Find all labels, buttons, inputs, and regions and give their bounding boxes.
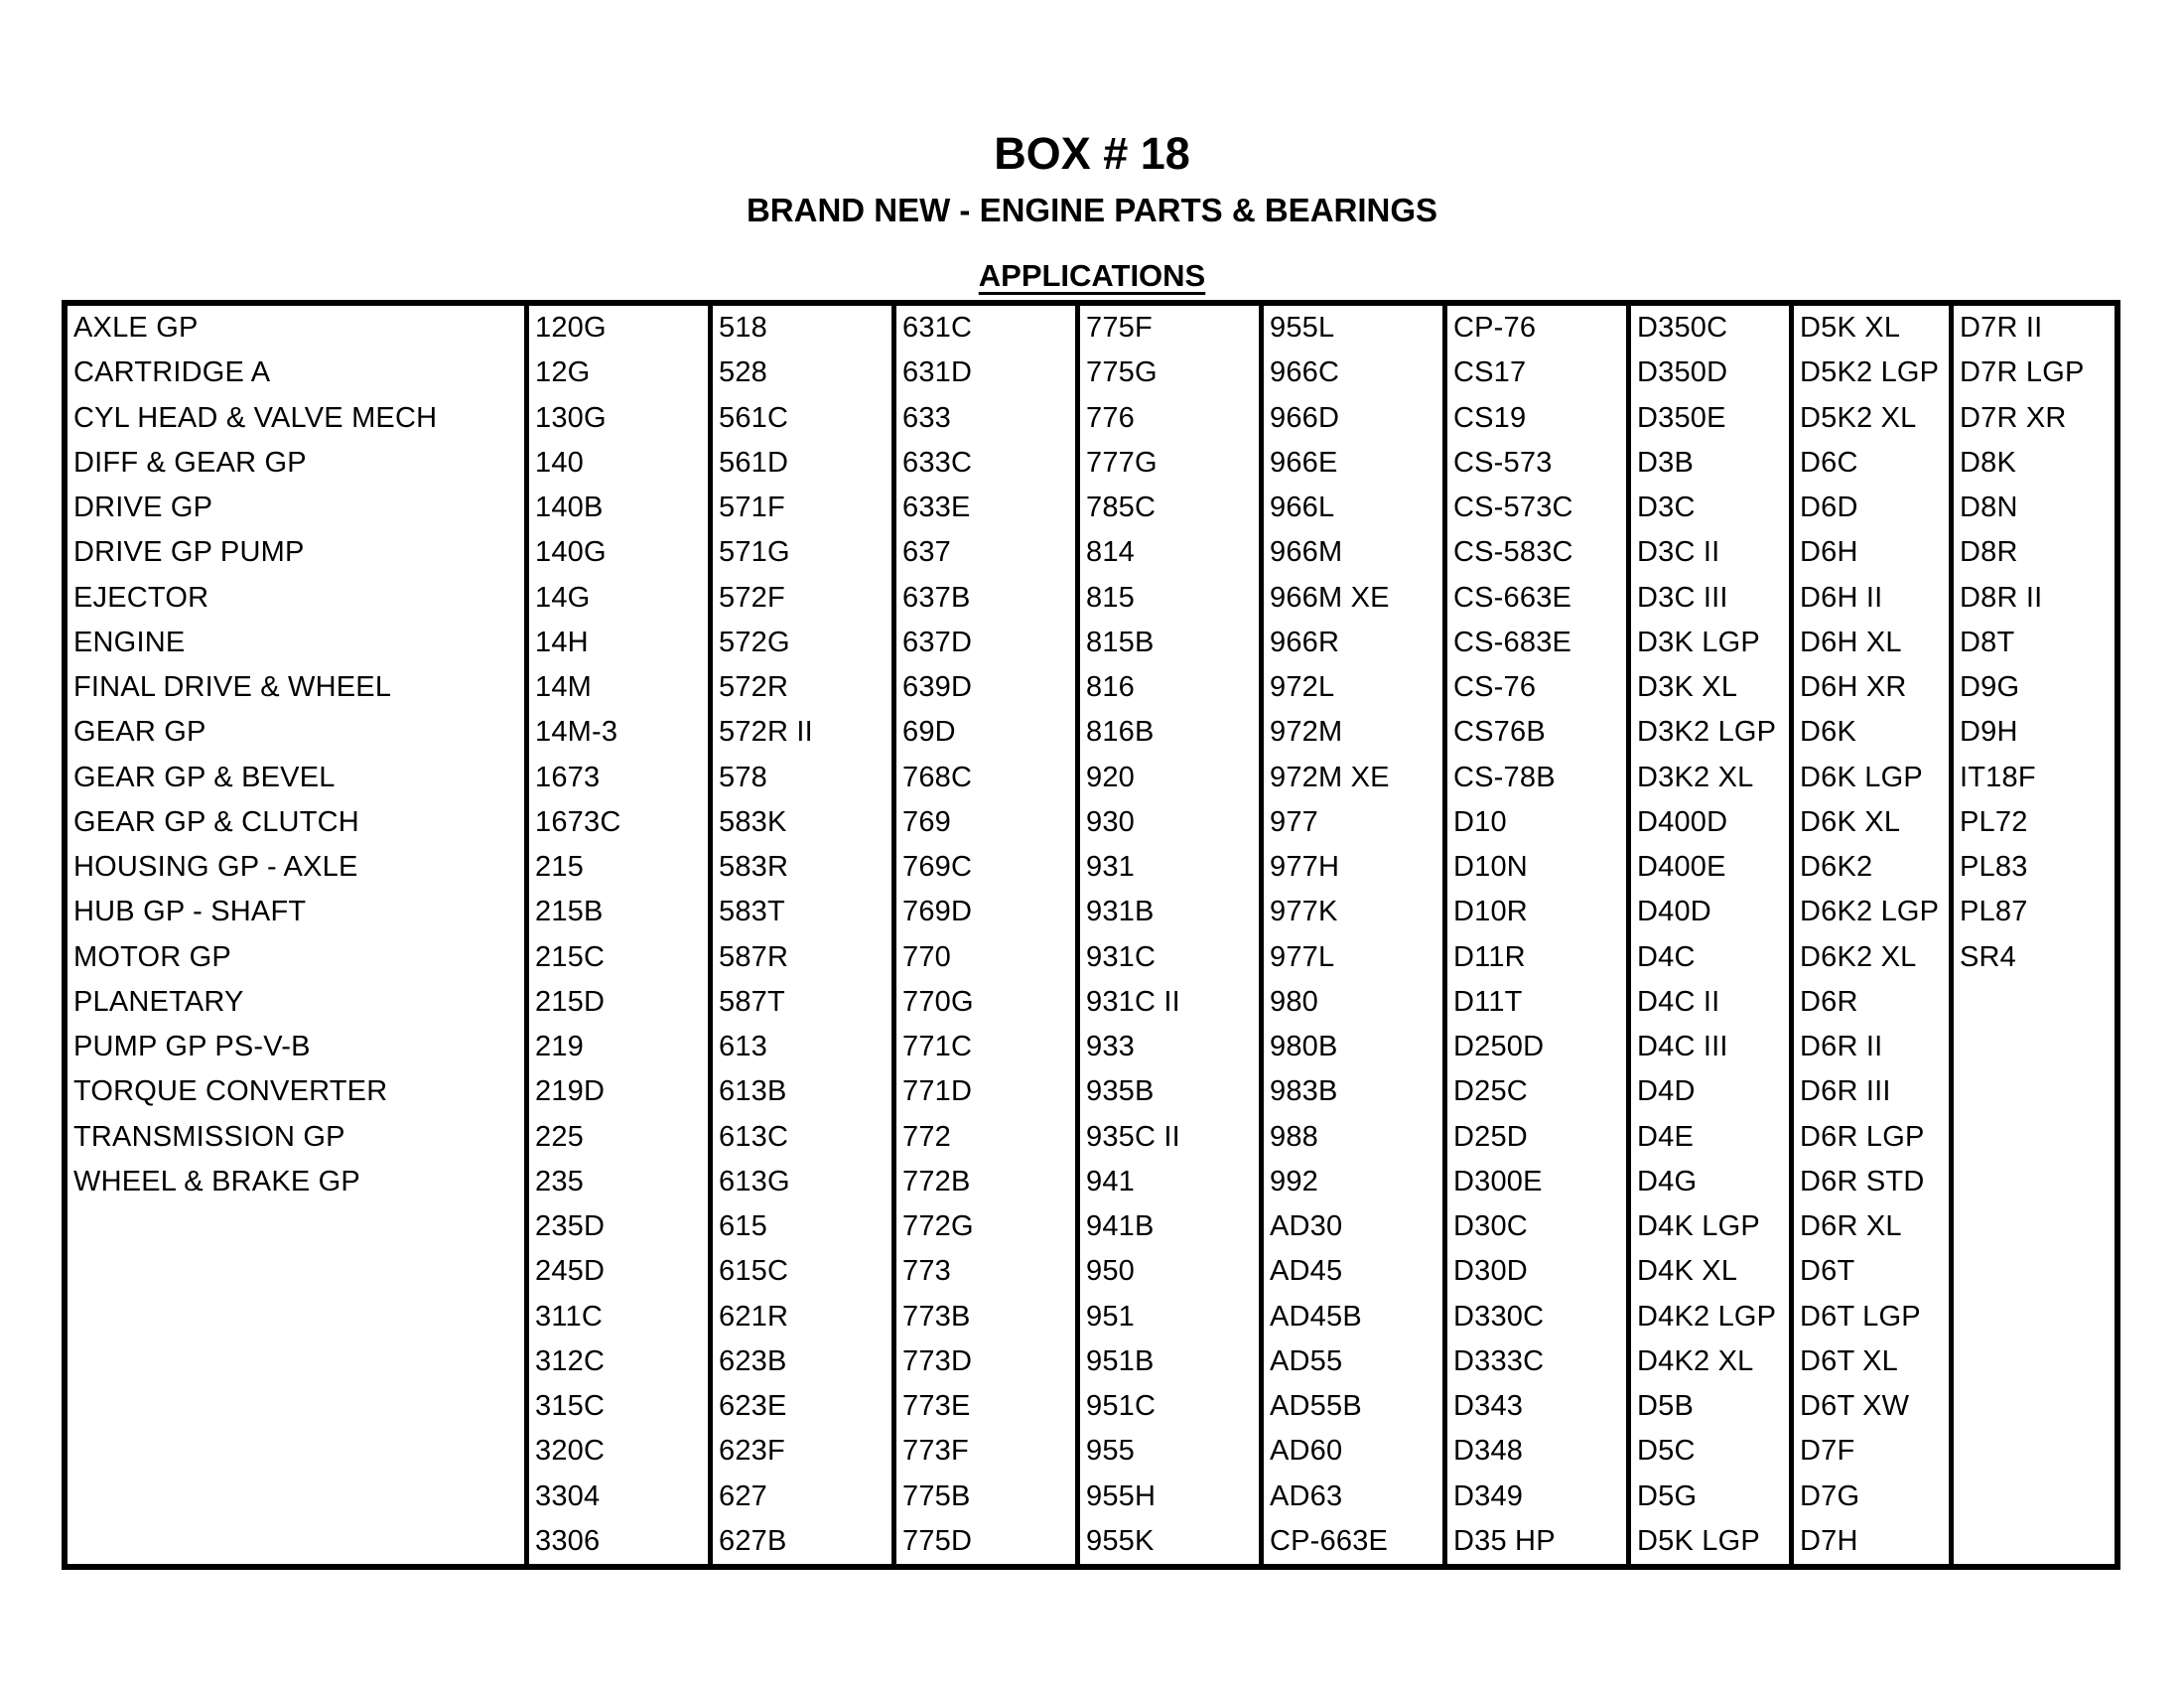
- model-cell: D3K2 LGP: [1637, 716, 1777, 749]
- model-cell: D3K XL: [1637, 671, 1738, 704]
- model-cell: D30C: [1453, 1210, 1528, 1243]
- model-cell: 627B: [719, 1524, 787, 1557]
- model-cell: 972L: [1270, 671, 1335, 704]
- model-cell: 561C: [719, 401, 789, 434]
- model-cell: CP-76: [1453, 312, 1537, 345]
- model-cell: AD55B: [1270, 1390, 1362, 1423]
- model-cell: 235D: [535, 1210, 606, 1243]
- category-cell: TRANSMISSION GP: [73, 1120, 345, 1153]
- model-cell: D5C: [1637, 1435, 1696, 1468]
- model-cell: D3C: [1637, 492, 1696, 524]
- model-cell: CS-573C: [1453, 492, 1573, 524]
- model-cell: 639D: [902, 671, 973, 704]
- model-cell: 773E: [902, 1390, 971, 1423]
- model-cell: 583R: [719, 851, 789, 884]
- model-cell: 572R II: [719, 716, 813, 749]
- model-cell: D6K2 LGP: [1800, 896, 1940, 928]
- model-cell: D6K2: [1800, 851, 1873, 884]
- model-cell: D330C: [1453, 1300, 1545, 1333]
- applications-column-categories: [68, 306, 529, 1564]
- model-cell: 637D: [902, 626, 973, 658]
- model-cell: 561D: [719, 446, 789, 479]
- model-cell: 773B: [902, 1300, 971, 1333]
- model-cell: D4C II: [1637, 985, 1720, 1018]
- model-cell: 769C: [902, 851, 973, 884]
- model-cell: 815B: [1086, 626, 1155, 658]
- model-cell: 769: [902, 805, 951, 838]
- model-cell: 633: [902, 401, 951, 434]
- model-cell: 613G: [719, 1165, 790, 1197]
- model-cell: 140: [535, 446, 584, 479]
- category-cell: DRIVE GP PUMP: [73, 536, 305, 569]
- model-cell: 140B: [535, 492, 604, 524]
- model-cell: D7R LGP: [1960, 356, 2085, 389]
- model-cell: 931C II: [1086, 985, 1180, 1018]
- model-cell: 631C: [902, 312, 973, 345]
- model-cell: 572G: [719, 626, 790, 658]
- model-cell: 980: [1270, 985, 1318, 1018]
- model-cell: 772B: [902, 1165, 971, 1197]
- model-cell: 773D: [902, 1344, 973, 1377]
- model-cell: 578: [719, 761, 767, 793]
- model-cell: D6R III: [1800, 1075, 1891, 1108]
- model-cell: 775F: [1086, 312, 1153, 345]
- model-cell: D5K LGP: [1637, 1524, 1760, 1557]
- model-cell: 955: [1086, 1435, 1135, 1468]
- model-cell: D6R XL: [1800, 1210, 1902, 1243]
- model-cell: 816: [1086, 671, 1135, 704]
- model-cell: PL87: [1960, 896, 2028, 928]
- page-header: [63, 0, 2121, 293]
- model-cell: SR4: [1960, 940, 2017, 973]
- model-cell: 623F: [719, 1435, 785, 1468]
- category-cell: EJECTOR: [73, 581, 209, 614]
- category-cell: GEAR GP & BEVEL: [73, 761, 336, 793]
- category-cell: WHEEL & BRAKE GP: [73, 1165, 360, 1197]
- model-cell: 315C: [535, 1390, 606, 1423]
- model-cell: 930: [1086, 805, 1135, 838]
- model-cell: 775G: [1086, 356, 1158, 389]
- model-cell: 3304: [535, 1479, 601, 1512]
- model-cell: 773: [902, 1255, 951, 1288]
- model-cell: 312C: [535, 1344, 606, 1377]
- model-cell: 528: [719, 356, 767, 389]
- category-cell: GEAR GP & CLUTCH: [73, 805, 359, 838]
- applications-column-models-5: [1264, 306, 1447, 1564]
- model-cell: D5K2 LGP: [1800, 356, 1940, 389]
- model-cell: D25D: [1453, 1120, 1528, 1153]
- applications-column-models-6: [1447, 306, 1631, 1564]
- model-cell: D11R: [1453, 940, 1526, 973]
- model-cell: 955H: [1086, 1479, 1157, 1512]
- model-cell: D3C III: [1637, 581, 1728, 614]
- model-cell: CS-573: [1453, 446, 1553, 479]
- model-cell: D8R: [1960, 536, 2018, 569]
- category-cell: PUMP GP PS-V-B: [73, 1031, 311, 1063]
- model-cell: 771D: [902, 1075, 973, 1108]
- model-cell: 245D: [535, 1255, 606, 1288]
- model-cell: 951: [1086, 1300, 1135, 1333]
- model-cell: 623E: [719, 1390, 787, 1423]
- model-cell: D350D: [1637, 356, 1728, 389]
- model-cell: 966M: [1270, 536, 1343, 569]
- model-cell: 130G: [535, 401, 607, 434]
- model-cell: 219D: [535, 1075, 606, 1108]
- model-cell: D11T: [1453, 985, 1523, 1018]
- model-cell: 771C: [902, 1031, 973, 1063]
- model-cell: 977: [1270, 805, 1318, 838]
- model-cell: CS-583C: [1453, 536, 1573, 569]
- model-cell: 977K: [1270, 896, 1338, 928]
- model-cell: D5K2 XL: [1800, 401, 1917, 434]
- model-cell: D4E: [1637, 1120, 1695, 1153]
- model-cell: 977H: [1270, 851, 1340, 884]
- model-cell: 815: [1086, 581, 1135, 614]
- model-cell: 955L: [1270, 312, 1335, 345]
- model-cell: 935C II: [1086, 1120, 1180, 1153]
- model-cell: D6T XW: [1800, 1390, 1910, 1423]
- model-cell: 816B: [1086, 716, 1155, 749]
- model-cell: 613B: [719, 1075, 787, 1108]
- category-cell: GEAR GP: [73, 716, 206, 749]
- category-cell: HOUSING GP - AXLE: [73, 851, 358, 884]
- model-cell: 950: [1086, 1255, 1135, 1288]
- applications-column-models-9: [1954, 306, 2115, 1564]
- model-cell: 972M XE: [1270, 761, 1390, 793]
- applications-column-models-1: [529, 306, 713, 1564]
- model-cell: 931C: [1086, 940, 1157, 973]
- model-cell: D8N: [1960, 492, 2018, 524]
- model-cell: D4K XL: [1637, 1255, 1738, 1288]
- model-cell: D343: [1453, 1390, 1524, 1423]
- model-cell: 571F: [719, 492, 785, 524]
- model-cell: 69D: [902, 716, 956, 749]
- model-cell: 518: [719, 312, 767, 345]
- model-cell: CS17: [1453, 356, 1527, 389]
- model-cell: 615C: [719, 1255, 789, 1288]
- model-cell: 320C: [535, 1435, 606, 1468]
- model-cell: 587T: [719, 985, 785, 1018]
- model-cell: D3B: [1637, 446, 1695, 479]
- model-cell: D348: [1453, 1435, 1524, 1468]
- category-cell: HUB GP - SHAFT: [73, 896, 307, 928]
- model-cell: AD60: [1270, 1435, 1343, 1468]
- model-cell: D8K: [1960, 446, 2017, 479]
- model-cell: 14M: [535, 671, 593, 704]
- model-cell: D6T LGP: [1800, 1300, 1921, 1333]
- category-cell: CARTRIDGE A: [73, 356, 271, 389]
- model-cell: D10N: [1453, 851, 1528, 884]
- model-cell: 920: [1086, 761, 1135, 793]
- model-cell: 572R: [719, 671, 789, 704]
- model-cell: 941B: [1086, 1210, 1155, 1243]
- model-cell: 988: [1270, 1120, 1318, 1153]
- category-cell: DIFF & GEAR GP: [73, 446, 307, 479]
- model-cell: D6R LGP: [1800, 1120, 1925, 1153]
- model-cell: D6C: [1800, 446, 1858, 479]
- model-cell: CS-78B: [1453, 761, 1556, 793]
- model-cell: D350E: [1637, 401, 1726, 434]
- applications-column-models-7: [1631, 306, 1794, 1564]
- model-cell: D6K2 XL: [1800, 940, 1917, 973]
- model-cell: AD45B: [1270, 1300, 1362, 1333]
- model-cell: CS-76: [1453, 671, 1537, 704]
- model-cell: 3306: [535, 1524, 601, 1557]
- model-cell: D40D: [1637, 896, 1711, 928]
- category-cell: DRIVE GP: [73, 492, 213, 524]
- page-subtitle: BRAND NEW - ENGINE PARTS & BEARINGS: [746, 191, 1438, 228]
- model-cell: D6K LGP: [1800, 761, 1923, 793]
- model-cell: 785C: [1086, 492, 1157, 524]
- model-cell: D4D: [1637, 1075, 1696, 1108]
- model-cell: 311C: [535, 1300, 603, 1333]
- model-cell: D7R II: [1960, 312, 2043, 345]
- model-cell: D300E: [1453, 1165, 1543, 1197]
- model-cell: CS-683E: [1453, 626, 1572, 658]
- model-cell: D4C: [1637, 940, 1696, 973]
- model-cell: D400E: [1637, 851, 1726, 884]
- model-cell: D349: [1453, 1479, 1524, 1512]
- model-cell: 235: [535, 1165, 584, 1197]
- model-cell: D7G: [1800, 1479, 1860, 1512]
- model-cell: D3K LGP: [1637, 626, 1760, 658]
- model-cell: 966C: [1270, 356, 1340, 389]
- model-cell: D6H: [1800, 536, 1858, 569]
- model-cell: D4K2 XL: [1637, 1344, 1754, 1377]
- model-cell: 776: [1086, 401, 1135, 434]
- model-cell: D4K LGP: [1637, 1210, 1760, 1243]
- model-cell: 775B: [902, 1479, 971, 1512]
- model-cell: 966R: [1270, 626, 1340, 658]
- model-cell: 951B: [1086, 1344, 1155, 1377]
- model-cell: 637B: [902, 581, 971, 614]
- model-cell: D6H XL: [1800, 626, 1902, 658]
- model-cell: 777G: [1086, 446, 1158, 479]
- category-cell: TORQUE CONVERTER: [73, 1075, 388, 1108]
- model-cell: D5K XL: [1800, 312, 1901, 345]
- model-cell: D8R II: [1960, 581, 2043, 614]
- model-cell: D35 HP: [1453, 1524, 1556, 1557]
- page-title: BOX # 18: [994, 128, 1190, 179]
- model-cell: D8T: [1960, 626, 2015, 658]
- model-cell: CS-663E: [1453, 581, 1572, 614]
- model-cell: 633E: [902, 492, 971, 524]
- model-cell: PL83: [1960, 851, 2028, 884]
- model-cell: D6R: [1800, 985, 1858, 1018]
- model-cell: AD55: [1270, 1344, 1343, 1377]
- category-cell: MOTOR GP: [73, 940, 231, 973]
- model-cell: D7H: [1800, 1524, 1858, 1557]
- model-cell: 772G: [902, 1210, 974, 1243]
- model-cell: CS19: [1453, 401, 1527, 434]
- category-cell: ENGINE: [73, 626, 186, 658]
- model-cell: D6T XL: [1800, 1344, 1898, 1377]
- model-cell: D30D: [1453, 1255, 1528, 1288]
- model-cell: 615: [719, 1210, 767, 1243]
- model-cell: 1673: [535, 761, 601, 793]
- model-cell: 14M-3: [535, 716, 618, 749]
- model-cell: 931: [1086, 851, 1135, 884]
- model-cell: 583K: [719, 805, 787, 838]
- model-cell: 770G: [902, 985, 974, 1018]
- model-cell: 627: [719, 1479, 767, 1512]
- category-cell: FINAL DRIVE & WHEEL: [73, 671, 392, 704]
- model-cell: 966D: [1270, 401, 1340, 434]
- model-cell: 992: [1270, 1165, 1318, 1197]
- model-cell: D400D: [1637, 805, 1728, 838]
- model-cell: D6H II: [1800, 581, 1883, 614]
- model-cell: D9G: [1960, 671, 2020, 704]
- model-cell: 933: [1086, 1031, 1135, 1063]
- model-cell: 140G: [535, 536, 607, 569]
- model-cell: 14H: [535, 626, 589, 658]
- model-cell: IT18F: [1960, 761, 2036, 793]
- model-cell: 951C: [1086, 1390, 1157, 1423]
- model-cell: 772: [902, 1120, 951, 1153]
- model-cell: AD30: [1270, 1210, 1343, 1243]
- model-cell: 931B: [1086, 896, 1155, 928]
- model-cell: 583T: [719, 896, 785, 928]
- model-cell: 631D: [902, 356, 973, 389]
- model-cell: 613: [719, 1031, 767, 1063]
- model-cell: 773F: [902, 1435, 969, 1468]
- category-cell: PLANETARY: [73, 985, 244, 1018]
- model-cell: 12G: [535, 356, 591, 389]
- section-heading: APPLICATIONS: [978, 257, 1206, 293]
- model-cell: D6D: [1800, 492, 1858, 524]
- model-cell: PL72: [1960, 805, 2028, 838]
- model-cell: 768C: [902, 761, 973, 793]
- model-cell: D6R STD: [1800, 1165, 1925, 1197]
- model-cell: 621R: [719, 1300, 789, 1333]
- model-cell: D10R: [1453, 896, 1528, 928]
- model-cell: 983B: [1270, 1075, 1338, 1108]
- model-cell: 935B: [1086, 1075, 1155, 1108]
- model-cell: 769D: [902, 896, 973, 928]
- model-cell: 966L: [1270, 492, 1335, 524]
- model-cell: 215C: [535, 940, 606, 973]
- model-cell: 215D: [535, 985, 606, 1018]
- model-cell: D4G: [1637, 1165, 1698, 1197]
- model-cell: 120G: [535, 312, 607, 345]
- applications-column-models-2: [713, 306, 896, 1564]
- model-cell: 966E: [1270, 446, 1338, 479]
- model-cell: 215: [535, 851, 584, 884]
- model-cell: AD45: [1270, 1255, 1343, 1288]
- model-cell: CP-663E: [1270, 1524, 1389, 1557]
- model-cell: 770: [902, 940, 951, 973]
- applications-column-models-4: [1080, 306, 1264, 1564]
- model-cell: D250D: [1453, 1031, 1545, 1063]
- model-cell: D6T: [1800, 1255, 1855, 1288]
- model-cell: D10: [1453, 805, 1507, 838]
- model-cell: 972M: [1270, 716, 1343, 749]
- category-cell: CYL HEAD & VALVE MECH: [73, 401, 438, 434]
- applications-column-models-8: [1794, 306, 1954, 1564]
- model-cell: D6K XL: [1800, 805, 1901, 838]
- model-cell: 587R: [719, 940, 789, 973]
- model-cell: 637: [902, 536, 951, 569]
- model-cell: 775D: [902, 1524, 973, 1557]
- model-cell: 941: [1086, 1165, 1135, 1197]
- model-cell: D6K: [1800, 716, 1857, 749]
- model-cell: 977L: [1270, 940, 1335, 973]
- model-cell: D4C III: [1637, 1031, 1728, 1063]
- model-cell: AD63: [1270, 1479, 1343, 1512]
- model-cell: D6R II: [1800, 1031, 1883, 1063]
- model-cell: 571G: [719, 536, 790, 569]
- model-cell: D7F: [1800, 1435, 1855, 1468]
- model-cell: D6H XR: [1800, 671, 1907, 704]
- model-cell: 980B: [1270, 1031, 1338, 1063]
- model-cell: 572F: [719, 581, 785, 614]
- model-cell: D333C: [1453, 1344, 1545, 1377]
- model-cell: 623B: [719, 1344, 787, 1377]
- model-cell: 1673C: [535, 805, 621, 838]
- model-cell: 633C: [902, 446, 973, 479]
- model-cell: D5B: [1637, 1390, 1695, 1423]
- model-cell: D350C: [1637, 312, 1728, 345]
- model-cell: 955K: [1086, 1524, 1155, 1557]
- model-cell: D4K2 LGP: [1637, 1300, 1777, 1333]
- model-cell: 613C: [719, 1120, 789, 1153]
- model-cell: 14G: [535, 581, 591, 614]
- model-cell: D9H: [1960, 716, 2018, 749]
- model-cell: D7R XR: [1960, 401, 2067, 434]
- model-cell: 219: [535, 1031, 584, 1063]
- model-cell: D3C II: [1637, 536, 1720, 569]
- model-cell: D3K2 XL: [1637, 761, 1754, 793]
- applications-column-models-3: [896, 306, 1080, 1564]
- model-cell: 215B: [535, 896, 604, 928]
- model-cell: D25C: [1453, 1075, 1528, 1108]
- category-cell: AXLE GP: [73, 312, 199, 345]
- model-cell: D5G: [1637, 1479, 1698, 1512]
- model-cell: 814: [1086, 536, 1135, 569]
- applications-table: [62, 300, 2120, 1570]
- model-cell: 966M XE: [1270, 581, 1390, 614]
- model-cell: 225: [535, 1120, 584, 1153]
- model-cell: CS76B: [1453, 716, 1546, 749]
